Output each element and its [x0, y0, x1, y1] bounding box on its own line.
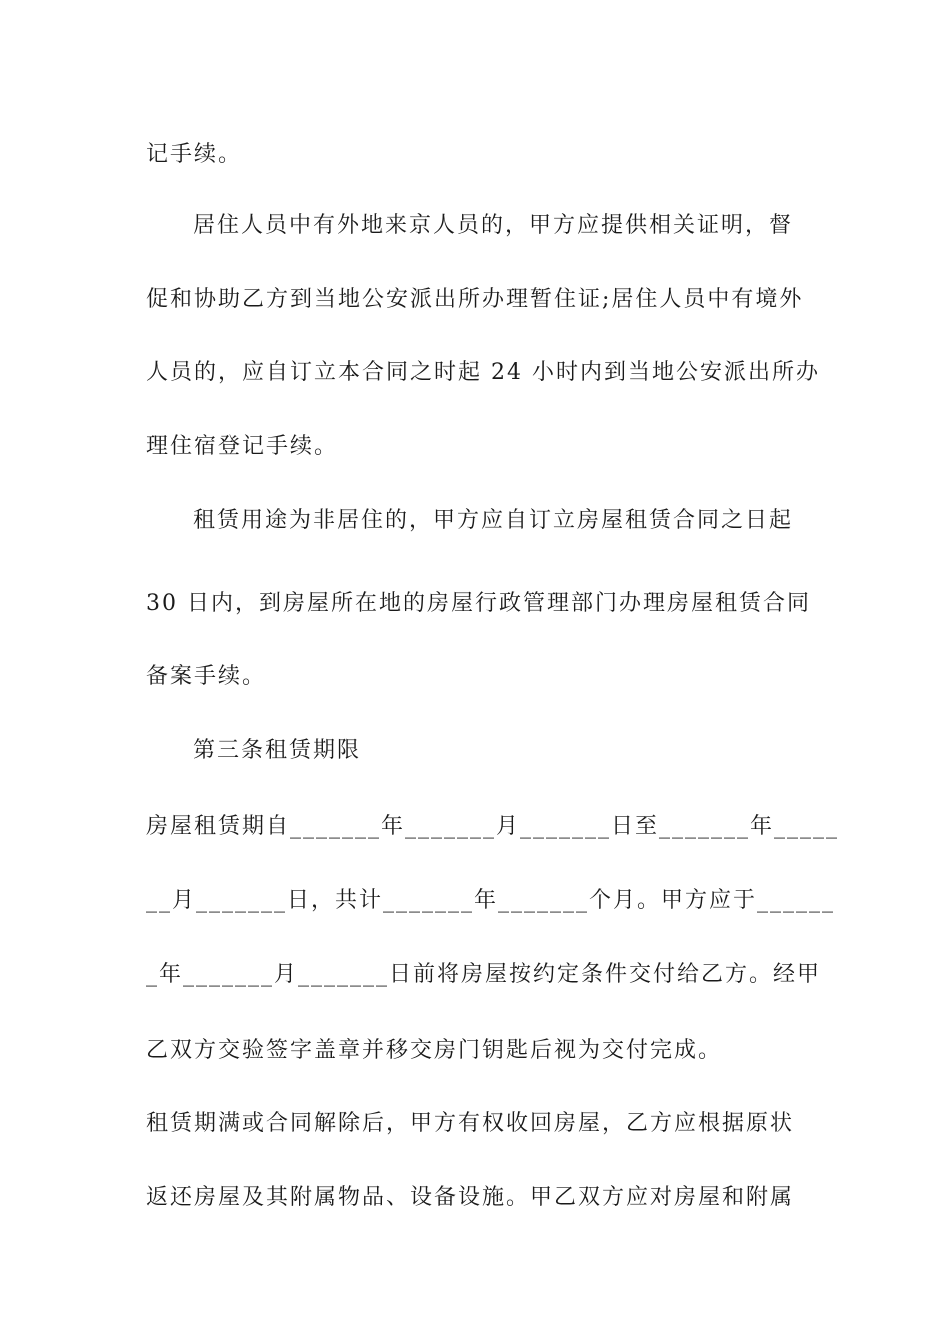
paragraph-nonresidential-line-2: 30 日内，到房屋所在地的房屋行政管理部门办理房屋租赁合同 [146, 591, 811, 616]
paragraph-nonresidential-line-1: 租赁用途为非居住的，甲方应自订立房屋租赁合同之日起 [193, 508, 794, 533]
text-line-1: 记手续。 [146, 142, 243, 167]
lease-term-line-1: 房屋租赁期自_______年_______月_______日至_______年_____ [146, 814, 840, 839]
lease-term-line-3: _年_______月_______日前将房屋按约定条件交付给乙方。经甲 [146, 962, 822, 987]
lease-term-line-4: 乙双方交验签字盖章并移交房门钥匙后视为交付完成。 [146, 1038, 723, 1063]
lease-end-line-2: 返还房屋及其附属物品、设备设施。甲乙双方应对房屋和附属 [146, 1185, 795, 1210]
lease-end-line-1: 租赁期满或合同解除后，甲方有权收回房屋，乙方应根据原状 [146, 1111, 795, 1136]
paragraph-residents-line-1: 居住人员中有外地来京人员的，甲方应提供相关证明，督 [193, 213, 794, 238]
paragraph-residents-line-3: 人员的，应自订立本合同之时起 24 小时内到当地公安派出所办 [146, 360, 820, 385]
section-heading-lease-term: 第三条租赁期限 [193, 738, 362, 763]
paragraph-residents-line-2: 促和协助乙方到当地公安派出所办理暂住证;居住人员中有境外 [146, 287, 804, 312]
lease-term-line-2: __月_______日，共计_______年_______个月。甲方应于______ [146, 888, 836, 913]
paragraph-residents-line-4: 理住宿登记手续。 [146, 434, 339, 459]
paragraph-nonresidential-line-3: 备案手续。 [146, 664, 267, 689]
